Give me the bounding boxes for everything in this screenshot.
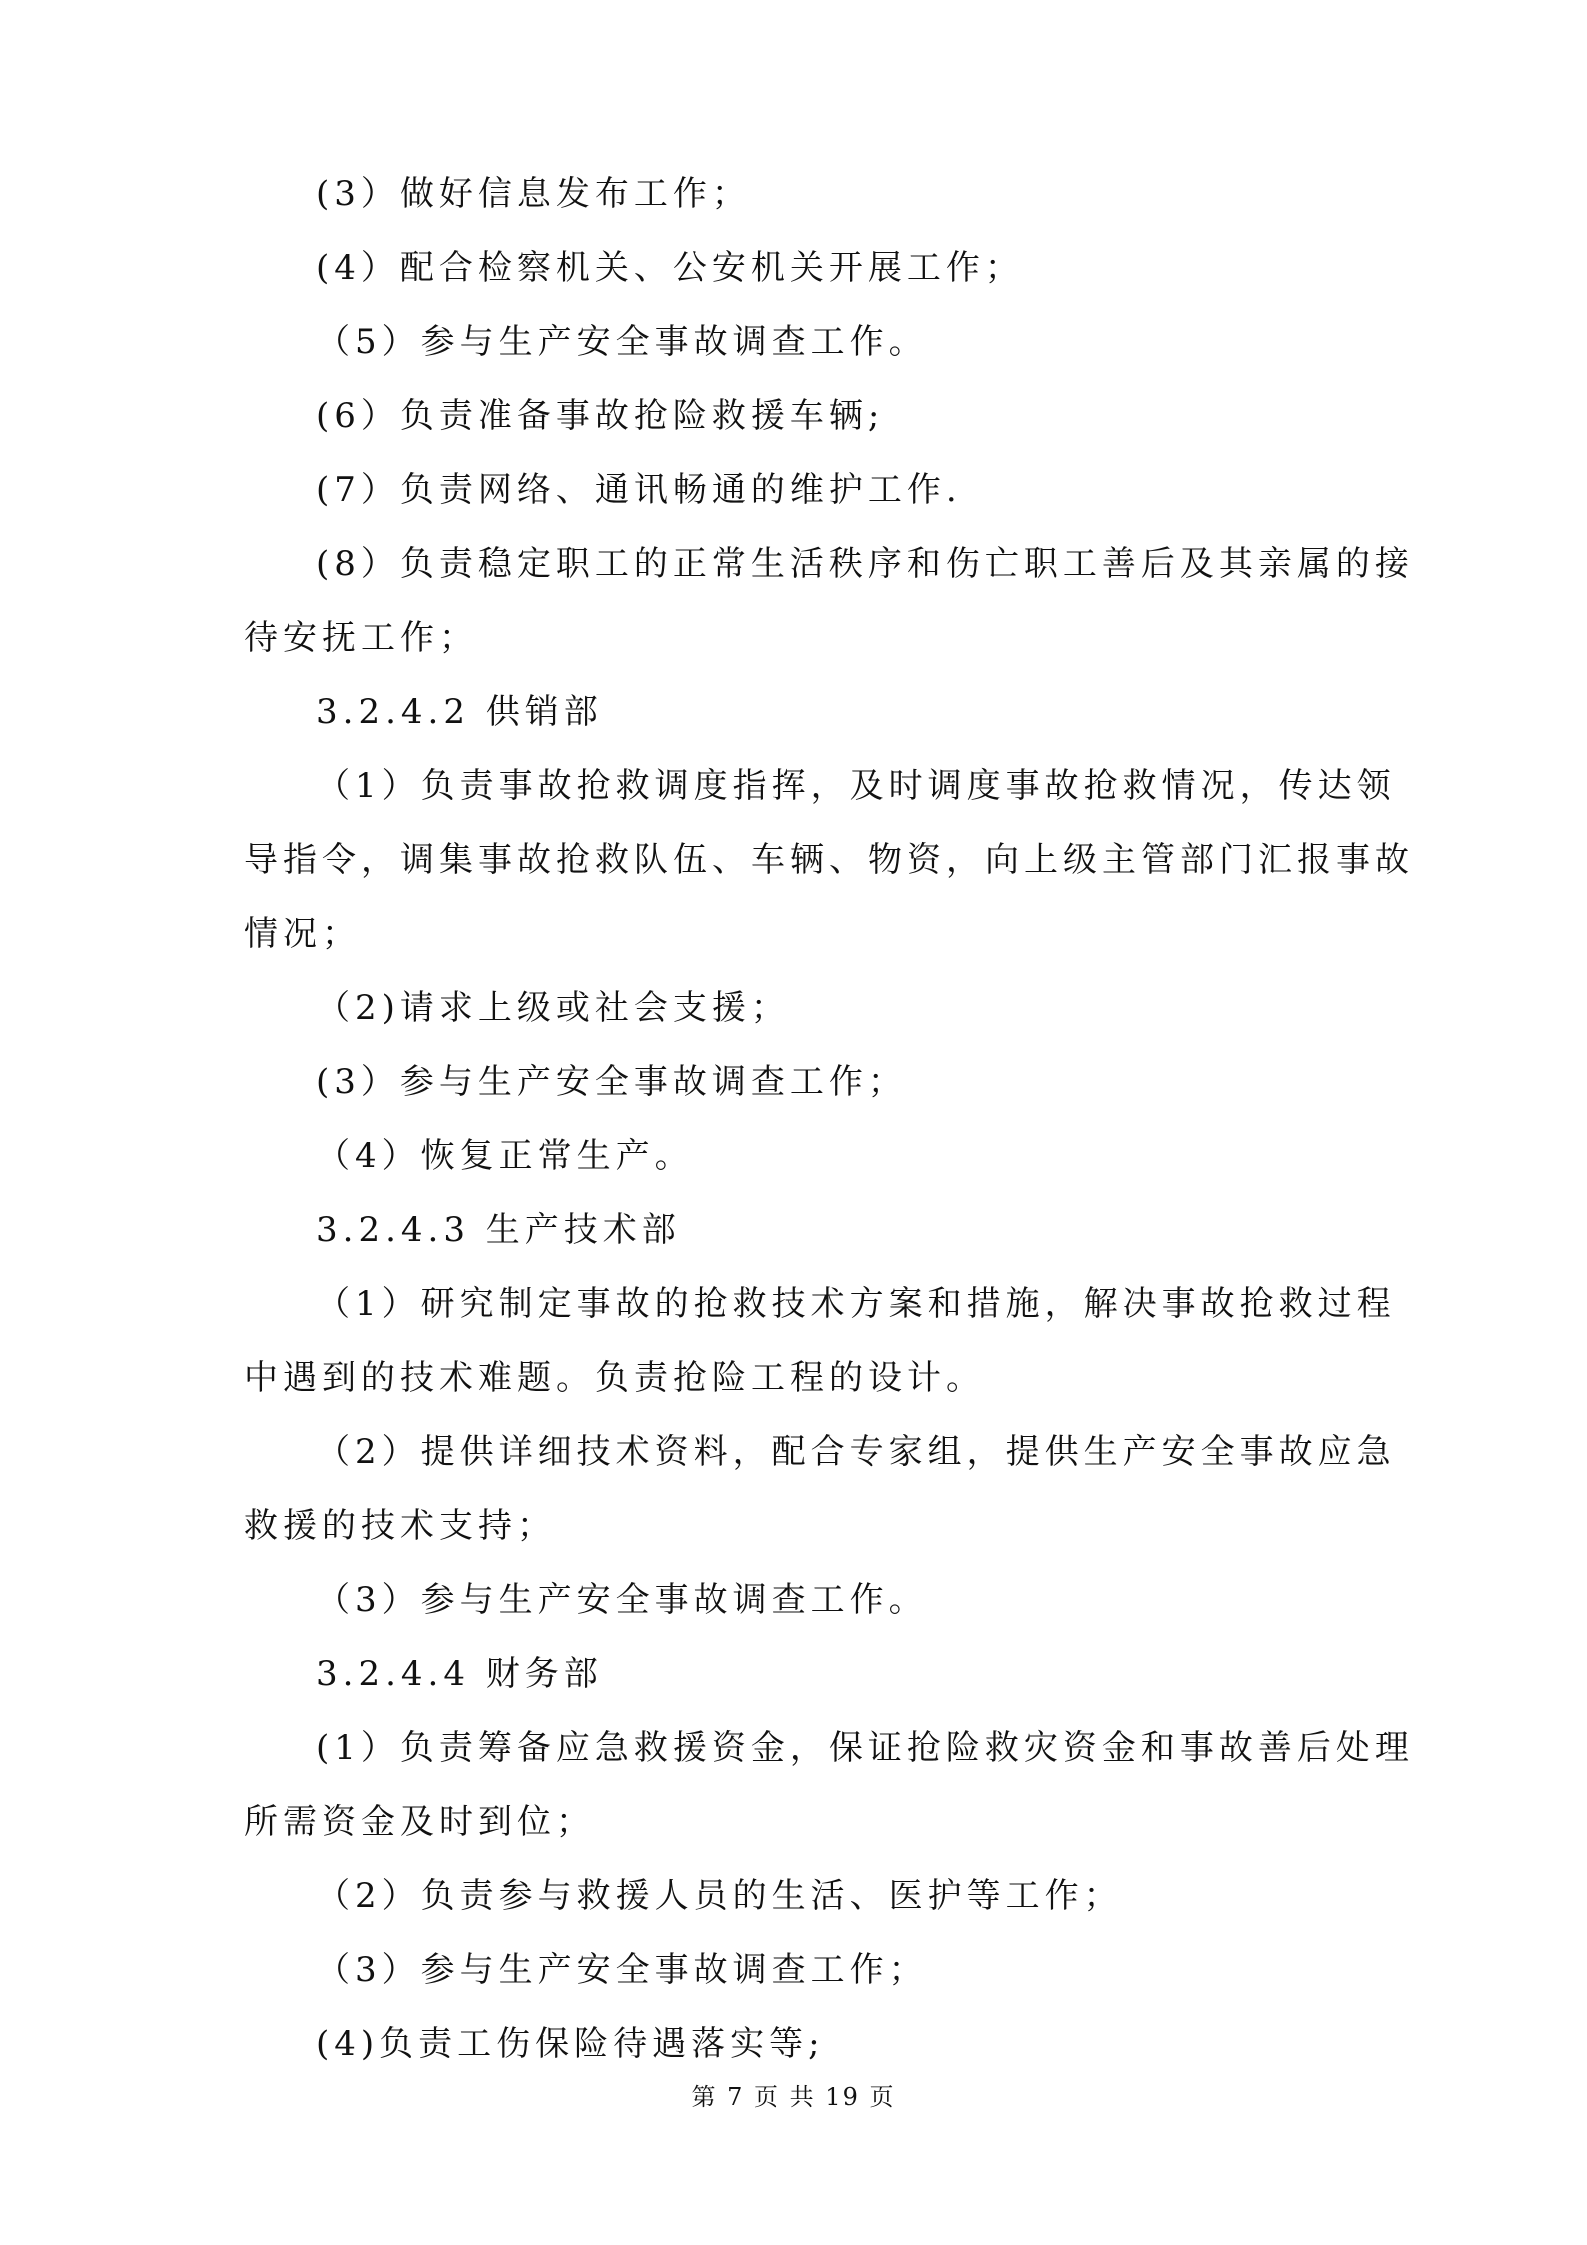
- text-line: (6）负责准备事故抢险救援车辆;: [316, 396, 885, 436]
- text-line: （1）负责事故抢救调度指挥，及时调度事故抢救情况，传达领: [316, 766, 1396, 806]
- section-heading: 3.2.4.4 财务部: [316, 1654, 603, 1694]
- text-line: 所需资金及时到位；: [244, 1802, 595, 1842]
- text-line: （2）提供详细技术资料，配合专家组，提供生产安全事故应急: [316, 1432, 1396, 1472]
- section-heading: 3.2.4.3 生产技术部: [316, 1210, 681, 1250]
- text-line: 情况；: [244, 914, 361, 954]
- text-line: 救援的技术支持；: [244, 1506, 556, 1546]
- page-number-footer: 第 7 页 共 19 页: [691, 2083, 896, 2111]
- text-line: （3）参与生产安全事故调查工作；: [316, 1950, 928, 1990]
- text-line: 待安抚工作；: [244, 618, 478, 658]
- text-line: (7）负责网络、通讯畅通的维护工作.: [316, 470, 962, 510]
- text-line: （1）研究制定事故的抢救技术方案和措施，解决事故抢救过程: [316, 1284, 1396, 1324]
- text-line: 导指令，调集事故抢救队伍、车辆、物资，向上级主管部门汇报事故: [244, 840, 1414, 880]
- text-line: (8）负责稳定职工的正常生活秩序和伤亡职工善后及其亲属的接: [316, 544, 1414, 584]
- text-line: 中遇到的技术难题。负责抢险工程的设计。: [244, 1358, 985, 1398]
- text-line: （5）参与生产安全事故调查工作。: [316, 322, 928, 362]
- text-line: （2）负责参与救援人员的生活、医护等工作；: [316, 1876, 1123, 1916]
- text-line: (3）参与生产安全事故调查工作；: [316, 1062, 907, 1102]
- text-line: (3）做好信息发布工作；: [316, 174, 751, 214]
- section-heading: 3.2.4.2 供销部: [316, 692, 603, 732]
- text-line: （3）参与生产安全事故调查工作。: [316, 1580, 928, 1620]
- text-line: (4）配合检察机关、公安机关开展工作；: [316, 248, 1024, 288]
- text-line: (4)负责工伤保险待遇落实等;: [316, 2024, 825, 2064]
- text-line: （4）恢复正常生产。: [316, 1136, 694, 1176]
- text-line: （2)请求上级或社会支援；: [316, 988, 790, 1028]
- text-line: (1）负责筹备应急救援资金，保证抢险救灾资金和事故善后处理: [316, 1728, 1414, 1768]
